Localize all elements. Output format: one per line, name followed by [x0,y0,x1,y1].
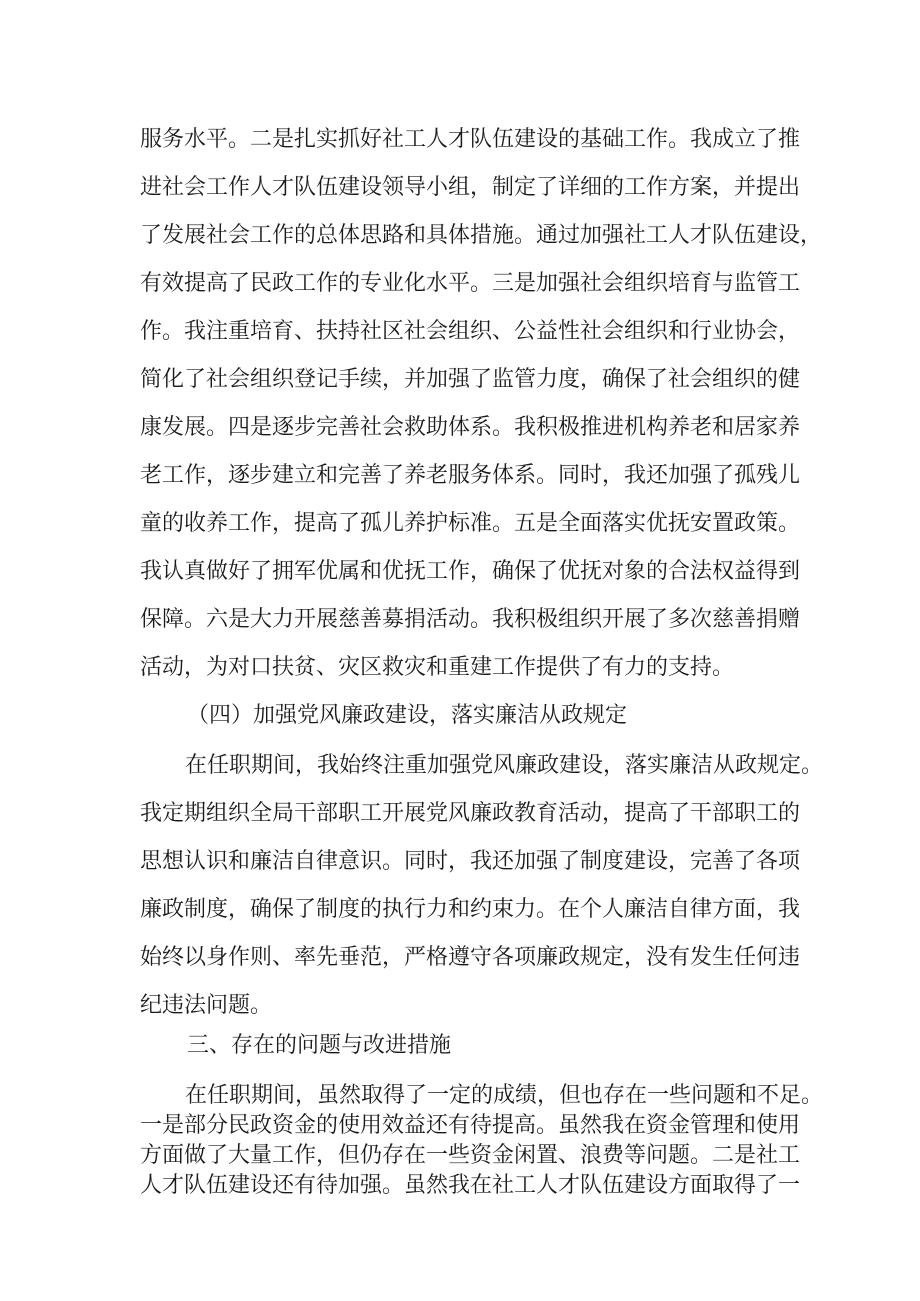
section-heading-4: （四）加强党风廉政建设，落实廉洁从政规定 [187,703,628,728]
paragraph-1-line: 我认真做好了拥军优属和优抚工作，确保了优抚对象的合法权益得到 [140,559,801,584]
paragraph-1-line: 了发展社会工作的总体思路和具体措施。通过加强社工人才队伍建设， [140,223,823,248]
paragraph-1-line: 简化了社会组织登记手续，并加强了监管力度，确保了社会组织的健 [140,367,801,392]
paragraph-2-line: 纪违法问题。 [140,993,273,1018]
paragraph-1-line: 活动，为对口扶贫、灾区救灾和重建工作提供了有力的支持。 [140,655,735,680]
paragraph-2-line: 我定期组织全局干部职工开展党风廉政教育活动，提高了干部职工的 [140,801,801,826]
paragraph-1-line: 老工作，逐步建立和完善了养老服务体系。同时，我还加强了孤残儿 [140,463,801,488]
paragraph-2-line: 廉政制度，确保了制度的执行力和约束力。在个人廉洁自律方面，我 [140,897,801,922]
paragraph-1-line: 有效提高了民政工作的专业化水平。三是加强社会组织培育与监管工 [140,271,801,296]
paragraph-1-line: 作。我注重培育、扶持社区社会组织、公益性社会组织和行业协会， [140,319,801,344]
paragraph-1-line: 服务水平。二是扎实抓好社工人才队伍建设的基础工作。我成立了推 [140,127,801,152]
paragraph-3-line: 一是部分民政资金的使用效益还有待提高。虽然我在资金管理和使用 [140,1113,801,1138]
paragraph-2-line: 思想认识和廉洁自律意识。同时，我还加强了制度建设，完善了各项 [140,849,801,874]
paragraph-2-line: 始终以身作则、率先垂范，严格遵守各项廉政规定，没有发生任何违 [140,945,801,970]
paragraph-3-line: 人才队伍建设还有待加强。虽然我在社工人才队伍建设方面取得了一 [140,1173,801,1198]
paragraph-2-line: 在任职期间，我始终注重加强党风廉政建设，落实廉洁从政规定。 [185,753,824,778]
paragraph-1-line: 康发展。四是逐步完善社会救助体系。我积极推进机构养老和居家养 [140,415,801,440]
paragraph-3-line: 方面做了大量工作，但仍存在一些资金闲置、浪费等问题。二是社工 [140,1143,801,1168]
paragraph-1-line: 进社会工作人才队伍建设领导小组，制定了详细的工作方案，并提出 [140,175,801,200]
paragraph-1-line: 保障。六是大力开展慈善募捐活动。我积极组织开展了多次慈善捐赠 [140,607,801,632]
section-heading-3: 三、存在的问题与改进措施 [187,1033,452,1058]
paragraph-3-line: 在任职期间，虽然取得了一定的成绩，但也存在一些问题和不足。 [185,1083,824,1108]
paragraph-1-line: 童的收养工作，提高了孤儿养护标准。五是全面落实优抚安置政策。 [140,511,801,536]
